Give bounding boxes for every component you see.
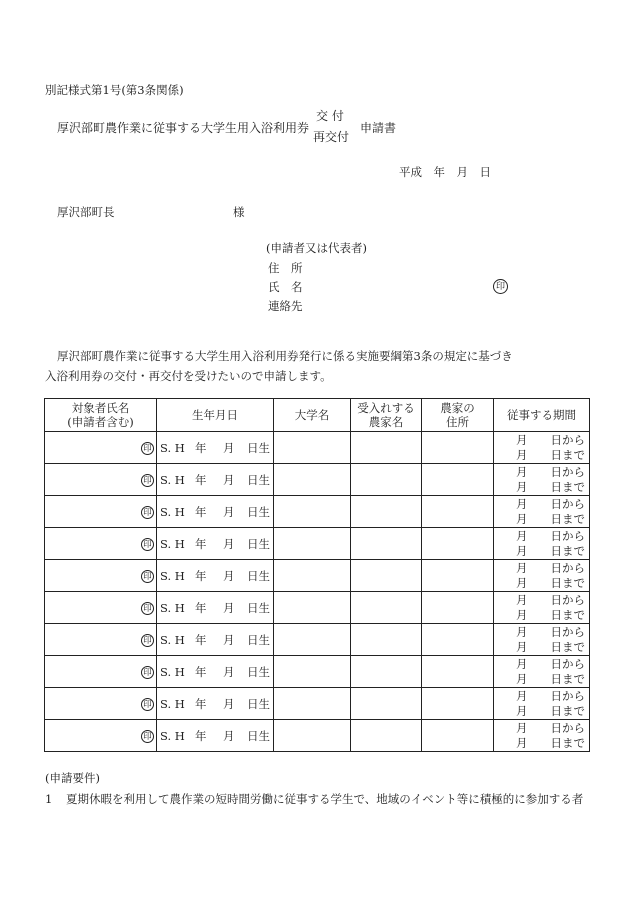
- seal-mark: 印: [141, 538, 154, 551]
- university-cell[interactable]: [274, 688, 351, 720]
- addressee: 厚沢部町長: [57, 205, 115, 219]
- host-farm-cell[interactable]: [351, 528, 422, 560]
- seal-mark: 印: [141, 474, 154, 487]
- work-period-cell[interactable]: [494, 528, 590, 560]
- table-row: [45, 624, 590, 656]
- date-line: 平成 年 月 日: [399, 165, 491, 179]
- target-name-cell[interactable]: [45, 560, 157, 592]
- dob-day: 日生: [247, 632, 270, 647]
- birthdate-cell[interactable]: [157, 688, 274, 720]
- farm-address-cell[interactable]: [422, 592, 494, 624]
- seal-mark: 印: [141, 730, 154, 743]
- work-period-cell[interactable]: [494, 464, 590, 496]
- work-period-cell[interactable]: [494, 688, 590, 720]
- table-row: [45, 432, 590, 464]
- table-header-row: [45, 399, 590, 432]
- applicant-seal: [493, 279, 508, 294]
- target-name-cell[interactable]: [45, 496, 157, 528]
- period-from: 月 日から: [516, 560, 585, 575]
- period-to: 月 日まで: [516, 639, 585, 654]
- farm-address-cell[interactable]: [422, 496, 494, 528]
- dob-era: S. H: [160, 600, 185, 615]
- period-to: 月 日まで: [516, 447, 585, 462]
- requirement-item-1-number: 1: [45, 792, 53, 806]
- period-from: 月 日から: [516, 688, 585, 703]
- birthdate-cell[interactable]: [157, 464, 274, 496]
- work-period-cell[interactable]: [494, 656, 590, 688]
- dob-day: 日生: [247, 664, 270, 679]
- table-body: [45, 432, 590, 752]
- dob-day: 日生: [247, 472, 270, 487]
- birthdate-cell[interactable]: [157, 656, 274, 688]
- header-target-name: [45, 399, 157, 432]
- dob-day: 日生: [247, 440, 270, 455]
- table-row: [45, 496, 590, 528]
- work-period-cell[interactable]: [494, 496, 590, 528]
- period-to: 月 日まで: [516, 543, 585, 558]
- application-table: [44, 398, 590, 752]
- body-text-line-1: 厚沢部町農作業に従事する大学生用入浴利用券発行に係る実施要綱第3条の規定に基づき: [57, 349, 513, 363]
- period-to: 月 日まで: [516, 511, 585, 526]
- table-row: [45, 592, 590, 624]
- dob-month: 月: [223, 632, 235, 647]
- target-name-cell[interactable]: [45, 528, 157, 560]
- form-title-option-issue: 交 付: [316, 109, 344, 123]
- header-birthdate: 生年月日: [157, 399, 274, 432]
- period-to: 月 日まで: [516, 671, 585, 686]
- birthdate-cell[interactable]: [157, 432, 274, 464]
- dob-month: 月: [223, 536, 235, 551]
- university-cell[interactable]: [274, 496, 351, 528]
- dob-year: 年: [195, 536, 207, 551]
- birthdate-cell[interactable]: [157, 496, 274, 528]
- requirement-item-1-text: 夏期休暇を利用して農作業の短時間労働に従事する学生で、地域のイベント等に積極的に参加する者: [66, 792, 584, 806]
- name-label: 氏 名: [268, 280, 303, 294]
- host-farm-cell[interactable]: [351, 688, 422, 720]
- host-farm-cell[interactable]: [351, 560, 422, 592]
- dob-day: 日生: [247, 696, 270, 711]
- period-to: 月 日まで: [516, 479, 585, 494]
- dob-month: 月: [223, 472, 235, 487]
- applicant-heading: (申請者又は代表者): [266, 241, 367, 255]
- header-host-farm-line1: 受入れする: [357, 400, 415, 415]
- dob-year: 年: [195, 728, 207, 743]
- farm-address-cell[interactable]: [422, 656, 494, 688]
- address-label: 住 所: [268, 261, 303, 275]
- farm-address-cell[interactable]: [422, 720, 494, 752]
- requirements-heading: (申請要件): [45, 771, 100, 785]
- university-cell[interactable]: [274, 656, 351, 688]
- seal-mark: 印: [141, 698, 154, 711]
- header-farm-address-line1: 農家の: [440, 400, 475, 415]
- dob-day: 日生: [247, 728, 270, 743]
- dob-day: 日生: [247, 536, 270, 551]
- form-title-option-reissue: 再交付: [313, 130, 350, 144]
- target-name-cell[interactable]: [45, 592, 157, 624]
- header-university: 大学名: [274, 399, 351, 432]
- dob-year: 年: [195, 504, 207, 519]
- contact-label: 連絡先: [268, 299, 303, 313]
- work-period-cell[interactable]: [494, 432, 590, 464]
- university-cell[interactable]: [274, 624, 351, 656]
- university-cell[interactable]: [274, 592, 351, 624]
- birthdate-cell[interactable]: [157, 528, 274, 560]
- dob-month: 月: [223, 440, 235, 455]
- period-from: 月 日から: [516, 432, 585, 447]
- university-cell[interactable]: [274, 720, 351, 752]
- dob-era: S. H: [160, 440, 185, 455]
- period-from: 月 日から: [516, 656, 585, 671]
- farm-address-cell[interactable]: [422, 560, 494, 592]
- table-row: [45, 688, 590, 720]
- dob-month: 月: [223, 664, 235, 679]
- form-title-prefix: 厚沢部町農作業に従事する大学生用入浴利用券: [57, 121, 310, 135]
- dob-era: S. H: [160, 472, 185, 487]
- seal-mark: 印: [141, 442, 154, 455]
- dob-year: 年: [195, 696, 207, 711]
- period-from: 月 日から: [516, 464, 585, 479]
- birthdate-cell[interactable]: [157, 720, 274, 752]
- farm-address-cell[interactable]: [422, 688, 494, 720]
- dob-era: S. H: [160, 632, 185, 647]
- period-to: 月 日まで: [516, 607, 585, 622]
- host-farm-cell[interactable]: [351, 592, 422, 624]
- table-row: [45, 720, 590, 752]
- table-row: [45, 560, 590, 592]
- dob-month: 月: [223, 600, 235, 615]
- period-from: 月 日から: [516, 496, 585, 511]
- work-period-cell[interactable]: [494, 720, 590, 752]
- target-name-cell[interactable]: [45, 464, 157, 496]
- header-target-name-line1: 対象者氏名: [71, 400, 130, 415]
- dob-era: S. H: [160, 728, 185, 743]
- target-name-cell[interactable]: [45, 688, 157, 720]
- farm-address-cell[interactable]: [422, 432, 494, 464]
- period-to: 月 日まで: [516, 703, 585, 718]
- dob-day: 日生: [247, 600, 270, 615]
- host-farm-cell[interactable]: [351, 656, 422, 688]
- period-from: 月 日から: [516, 592, 585, 607]
- dob-year: 年: [195, 664, 207, 679]
- dob-month: 月: [223, 568, 235, 583]
- header-host-farm-line2: 農家名: [368, 415, 404, 429]
- host-farm-cell[interactable]: [351, 624, 422, 656]
- university-cell[interactable]: [274, 464, 351, 496]
- body-text-line-2: 入浴利用券の交付・再交付を受けたいので申請します。: [45, 369, 332, 383]
- birthdate-cell[interactable]: [157, 560, 274, 592]
- dob-era: S. H: [160, 504, 185, 519]
- table-row: [45, 528, 590, 560]
- dob-day: 日生: [247, 504, 270, 519]
- dob-year: 年: [195, 632, 207, 647]
- seal-mark: 印: [493, 279, 508, 294]
- target-name-cell[interactable]: [45, 624, 157, 656]
- university-cell[interactable]: [274, 560, 351, 592]
- dob-era: S. H: [160, 696, 185, 711]
- header-target-name-line2: (申請者含む): [67, 415, 134, 429]
- period-from: 月 日から: [516, 624, 585, 639]
- host-farm-cell[interactable]: [351, 720, 422, 752]
- university-cell[interactable]: [274, 432, 351, 464]
- header-host-farm: [351, 399, 422, 432]
- farm-address-cell[interactable]: [422, 528, 494, 560]
- dob-month: 月: [223, 696, 235, 711]
- header-farm-address: [422, 399, 494, 432]
- dob-year: 年: [195, 440, 207, 455]
- work-period-cell[interactable]: [494, 560, 590, 592]
- farm-address-cell[interactable]: [422, 464, 494, 496]
- dob-month: 月: [223, 504, 235, 519]
- dob-year: 年: [195, 472, 207, 487]
- period-from: 月 日から: [516, 528, 585, 543]
- period-from: 月 日から: [516, 720, 585, 735]
- seal-mark: 印: [141, 602, 154, 615]
- seal-mark: 印: [141, 506, 154, 519]
- dob-day: 日生: [247, 568, 270, 583]
- addressee-honorific: 様: [233, 205, 245, 219]
- dob-year: 年: [195, 568, 207, 583]
- university-cell[interactable]: [274, 528, 351, 560]
- host-farm-cell[interactable]: [351, 496, 422, 528]
- form-number: 別記様式第1号(第3条関係): [45, 83, 184, 97]
- dob-era: S. H: [160, 536, 185, 551]
- period-to: 月 日まで: [516, 575, 585, 590]
- table-row: [45, 464, 590, 496]
- work-period-cell[interactable]: [494, 592, 590, 624]
- host-farm-cell[interactable]: [351, 432, 422, 464]
- period-to: 月 日まで: [516, 735, 585, 750]
- farm-address-cell[interactable]: [422, 624, 494, 656]
- dob-era: S. H: [160, 664, 185, 679]
- dob-month: 月: [223, 728, 235, 743]
- seal-mark: 印: [141, 666, 154, 679]
- form-title-suffix: 申請書: [360, 121, 397, 135]
- target-name-cell[interactable]: [45, 656, 157, 688]
- target-name-cell[interactable]: [45, 720, 157, 752]
- target-name-cell[interactable]: [45, 432, 157, 464]
- birthdate-cell[interactable]: [157, 592, 274, 624]
- seal-mark: 印: [141, 570, 154, 583]
- header-farm-address-line2: 住所: [446, 415, 469, 429]
- dob-year: 年: [195, 600, 207, 615]
- birthdate-cell[interactable]: [157, 624, 274, 656]
- table-row: [45, 656, 590, 688]
- header-work-period: 従事する期間: [494, 399, 590, 432]
- work-period-cell[interactable]: [494, 624, 590, 656]
- seal-mark: 印: [141, 634, 154, 647]
- dob-era: S. H: [160, 568, 185, 583]
- host-farm-cell[interactable]: [351, 464, 422, 496]
